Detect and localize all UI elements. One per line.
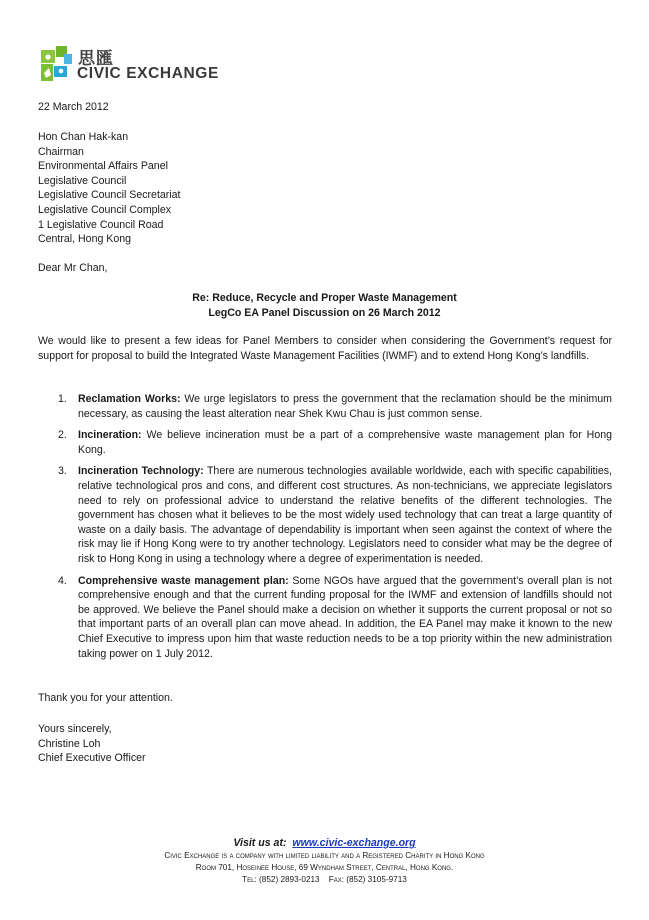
- list-number: 3.: [58, 465, 67, 478]
- footer-fax: Fax: (852) 3105-9713: [328, 875, 407, 884]
- point-text: Some NGOs have argued that the government’s overall plan is not comprehensive enough and that the current funding proposal for the IWMF and extension of landfills should not be approved. We believe the Panel should make a decision on whether it supports the current proposal or not so that important parts of an overall plan can move ahead. In addition, the EA Panel may make it known to the new Chief Executive to impress upon him that waste reduction needs to be a top priority within the new administration taking power on 1 July 2012.: [78, 574, 613, 660]
- letter-date: 22 March 2012: [38, 101, 109, 113]
- subject-line-2: LegCo EA Panel Discussion on 26 March 2012: [208, 306, 441, 319]
- subject-heading: [0, 291, 649, 320]
- salutation: Dear Mr Chan,: [38, 262, 108, 274]
- thanks-line: Thank you for your attention.: [38, 692, 173, 704]
- address-line: Legislative Council Secretariat: [38, 189, 181, 202]
- subject-line-1: Re: Reduce, Recycle and Proper Waste Management: [192, 292, 457, 304]
- point-title: Reclamation Works:: [78, 393, 181, 405]
- list-item: [38, 428, 612, 457]
- footer-legal-line: Civic Exchange is a company with limited liability and a Registered Charity in Hong Kong: [164, 851, 485, 860]
- intro-paragraph: We would like to present a few ideas for Panel Members to consider when considering the Government’s request for support for proposal to build the Integrated Waste Management Facilities (IWMF) and to extend Hong Kong’s landfills.: [38, 335, 612, 362]
- list-item: [38, 574, 612, 662]
- address-line: Environmental Affairs Panel: [38, 160, 168, 173]
- address-line: Central, Hong Kong: [38, 233, 132, 246]
- point-title: Comprehensive waste management plan:: [78, 574, 289, 587]
- list-number: 2.: [58, 429, 67, 442]
- signatory-name: Christine Loh: [38, 737, 101, 750]
- visit-line: [0, 836, 649, 850]
- address-line: Chairman: [38, 145, 84, 158]
- address-line: Legislative Council: [38, 174, 127, 187]
- list-number: 4.: [58, 574, 67, 587]
- footer-tel: Tel: (852) 2893-0213: [242, 875, 320, 884]
- point-text: There are numerous technologies available worldwide, each with specific capabilities, relative technological pros and cons, and different cost structures. As non-technicians, we appreciate legislators need to rely on professional advice to understand the relative benefits of the different technologies. The government has chosen what it believes to be the most widely used technology that can treat a large quantity of waste on a daily basis. The advantage of dependability is important when seen against the context of where the risk may lie if Hong Kong were to try another technology. Legislators need to consider what may be the degree of risk to Hong Kong in using a technology where a degree of experimentation is needed.: [78, 465, 612, 565]
- list-item: [38, 464, 612, 566]
- closing-block: [38, 722, 146, 766]
- footer-address-line: Room 701, Hoseinee House, 69 Wyndham Street, Central, Hong Kong.: [195, 863, 454, 872]
- point-title: Incineration Technology:: [78, 465, 204, 478]
- logo-english-text: CIVIC EXCHANGE: [77, 65, 219, 82]
- logo-chinese-text: 思匯: [78, 49, 114, 68]
- letter-footer: [0, 836, 649, 886]
- logo-mark-icon: [40, 44, 76, 84]
- civic-exchange-logo: [40, 44, 219, 84]
- website-link[interactable]: www.civic-exchange.org: [292, 837, 416, 849]
- point-title: Incineration:: [78, 429, 142, 442]
- address-line: 1 Legislative Council Road: [38, 218, 164, 231]
- list-item: [38, 392, 612, 421]
- points-list: [38, 392, 612, 668]
- address-line: Hon Chan Hak-kan: [38, 131, 129, 143]
- list-number: 1.: [58, 393, 67, 405]
- signatory-title: Chief Executive Officer: [38, 752, 146, 765]
- point-text: We believe incineration must be a part of a comprehensive waste management plan for Hong Kong.: [78, 429, 612, 456]
- recipient-address: [38, 130, 181, 247]
- address-line: Legislative Council Complex: [38, 203, 172, 216]
- point-text: We urge legislators to press the government that the reclamation should be the minimum necessary, as causing the least alteration near Shek Kwu Chau is just common sense.: [78, 393, 613, 420]
- visit-label: Visit us at:: [233, 837, 287, 849]
- footer-contact-line: [0, 874, 649, 886]
- closing-phrase: Yours sincerely,: [38, 723, 112, 735]
